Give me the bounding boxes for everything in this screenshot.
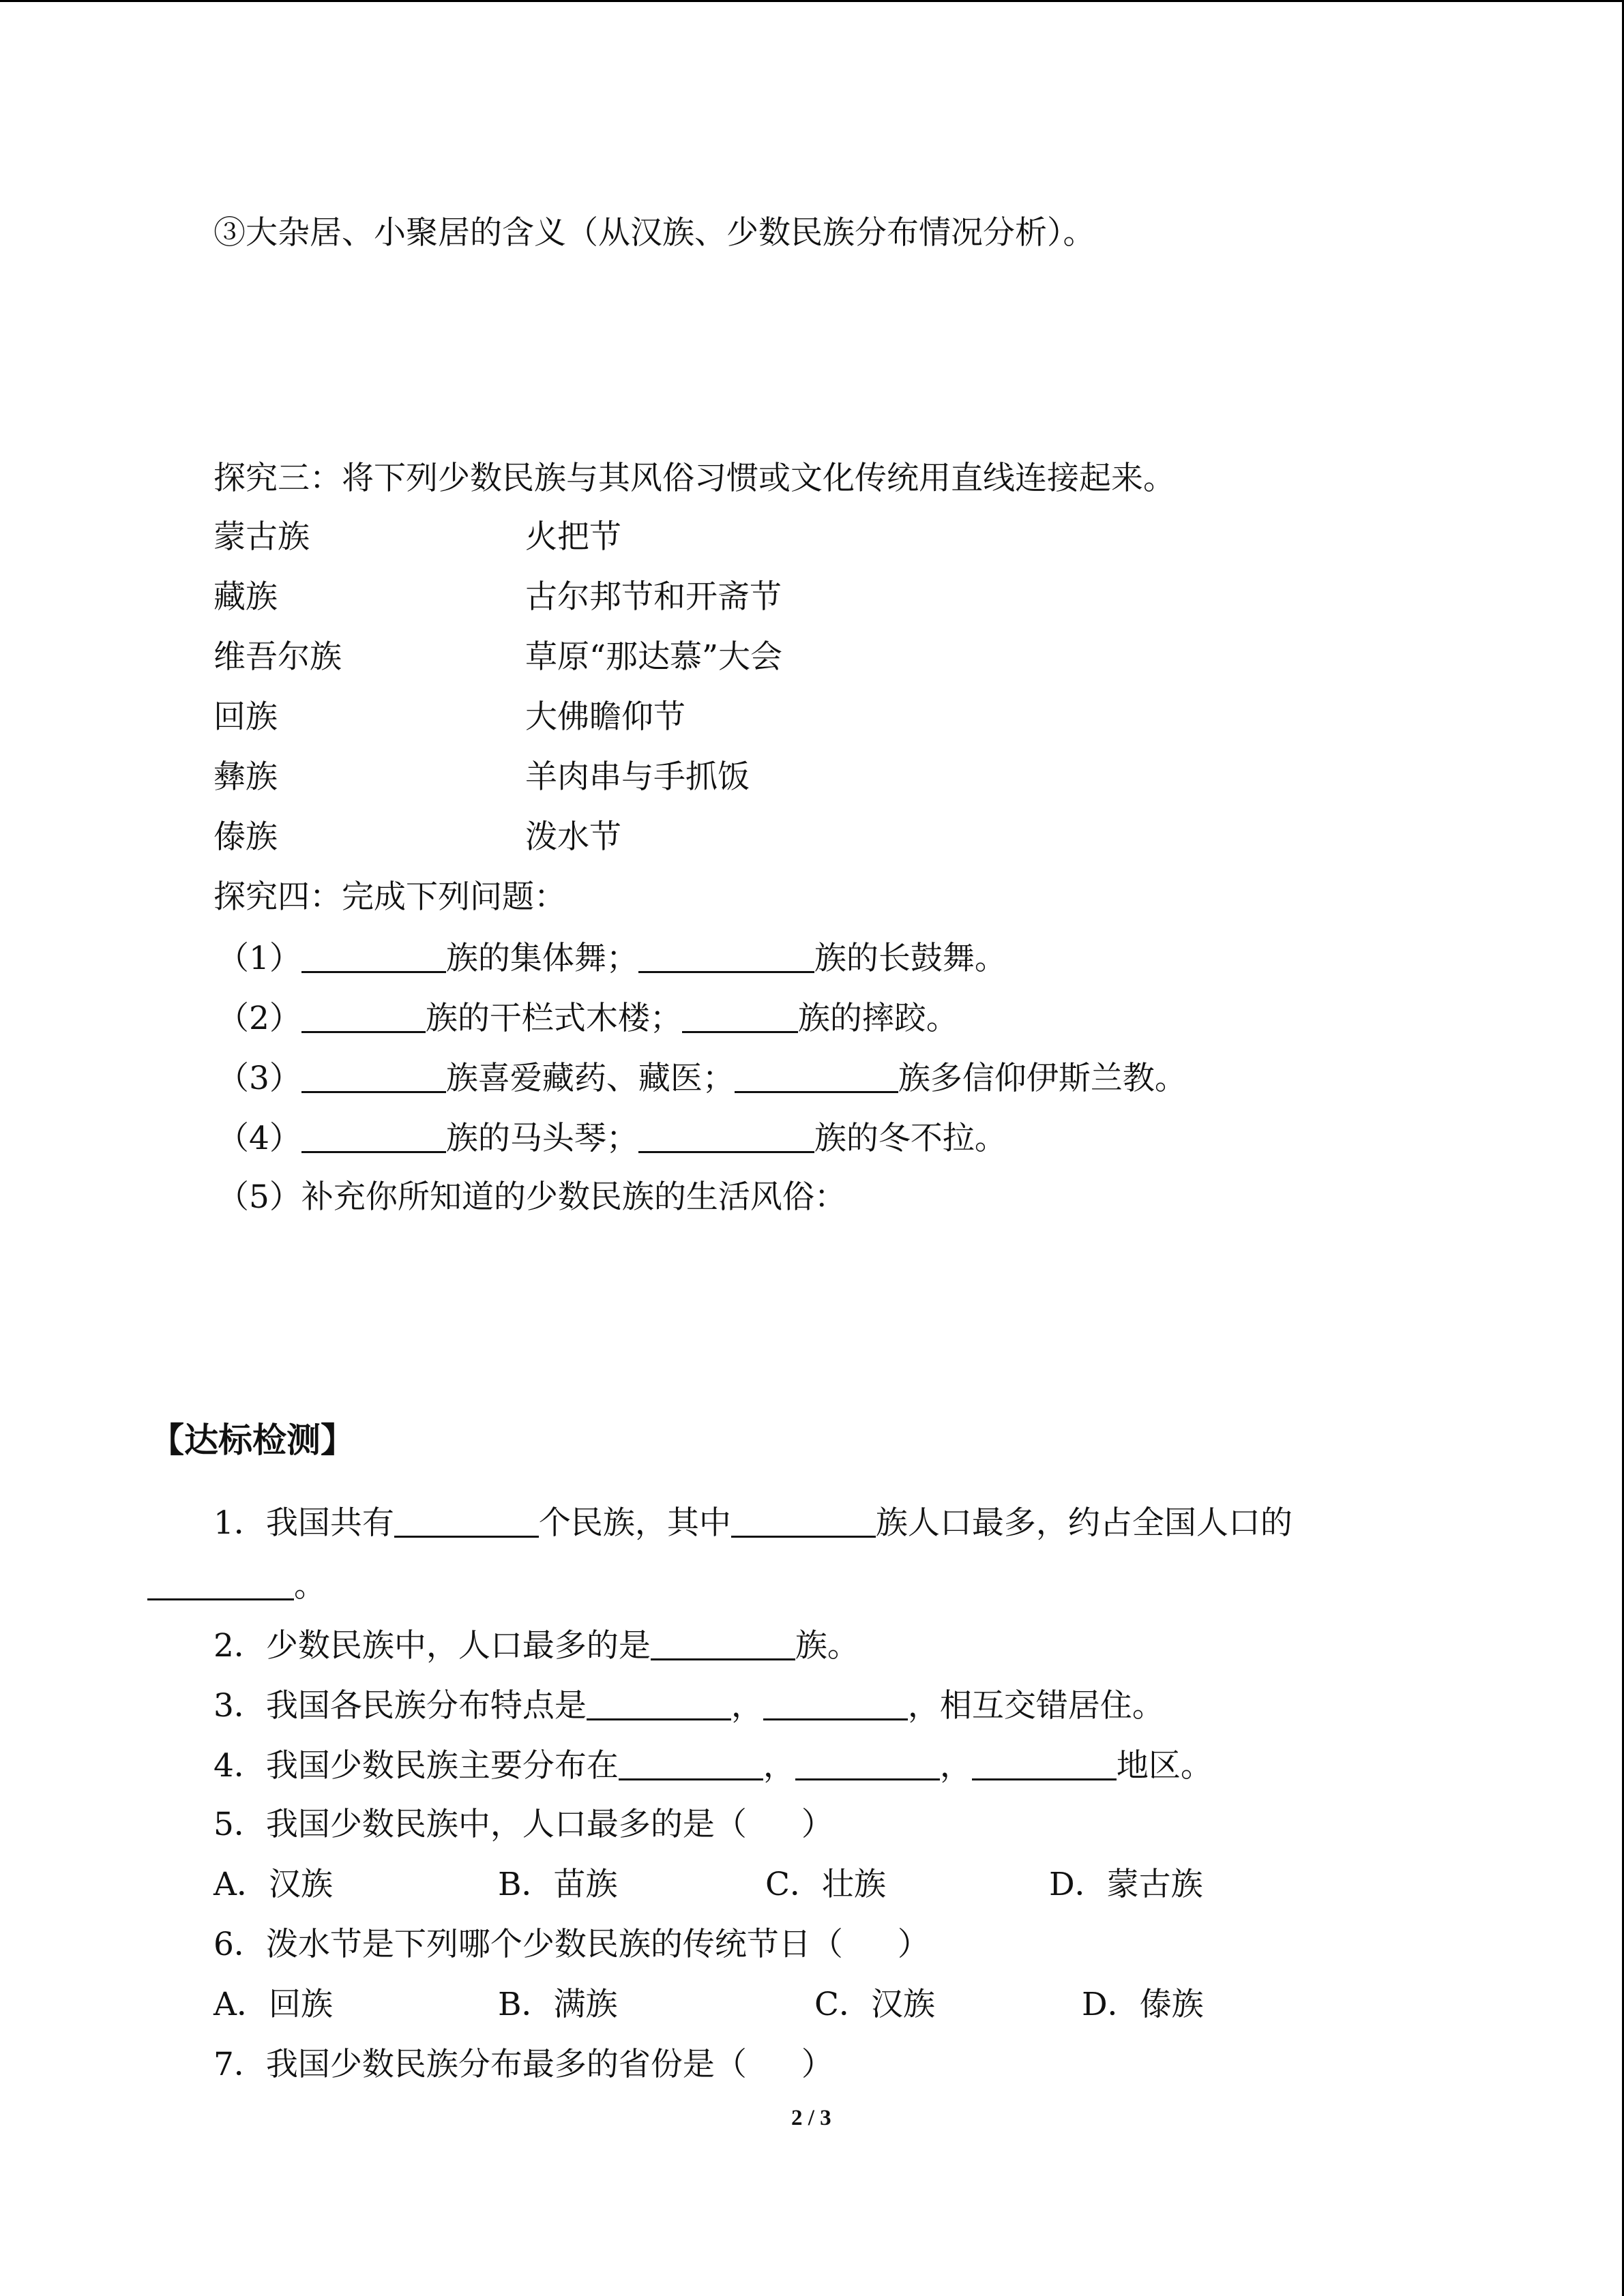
- answer-blank[interactable]: [638, 1121, 814, 1153]
- answer-blank[interactable]: [147, 1568, 294, 1600]
- test-q5-stem: 5．我国少数民族中，人口最多的是（ ）: [213, 1806, 833, 1843]
- explore4-q5: （5）补充你所知道的少数民族的生活风俗：: [217, 1178, 846, 1216]
- answer-blank[interactable]: [619, 1748, 763, 1780]
- answer-blank[interactable]: [651, 1628, 795, 1660]
- answer-blank[interactable]: [394, 1506, 539, 1538]
- test-q3: 3．我国各民族分布特点是 ， ，相互交错居住。: [213, 1687, 1164, 1725]
- matching-left-item: 回族: [213, 698, 278, 736]
- option-a[interactable]: A．回族: [213, 1986, 333, 2023]
- answer-blank[interactable]: [301, 941, 446, 973]
- answer-blank[interactable]: [972, 1748, 1117, 1780]
- matching-left-item: 彝族: [213, 758, 278, 796]
- matching-left-item: 傣族: [213, 818, 278, 856]
- test-q7-stem: 7．我国少数民族分布最多的省份是（ ）: [213, 2046, 833, 2083]
- page-number: 2 / 3: [791, 2106, 831, 2130]
- matching-left-item: 维吾尔族: [213, 638, 342, 676]
- option-c[interactable]: C．汉族: [814, 1986, 935, 2023]
- matching-right-item: 草原“那达慕”大会: [525, 638, 783, 676]
- matching-left-item: 蒙古族: [213, 518, 310, 556]
- option-a[interactable]: A．汉族: [213, 1866, 333, 1903]
- option-c[interactable]: C．壮族: [765, 1866, 886, 1903]
- test-q2: 2．少数民族中，人口最多的是 族。: [213, 1627, 859, 1665]
- matching-right-item: 古尔邦节和开斋节: [525, 578, 782, 616]
- answer-blank[interactable]: [638, 941, 814, 973]
- explore3-intro: 探究三：将下列少数民族与其风俗习惯或文化传统用直线连接起来。: [213, 460, 1175, 497]
- option-b[interactable]: B．满族: [498, 1986, 618, 2023]
- option-d[interactable]: D．蒙古族: [1049, 1866, 1203, 1903]
- matching-left-item: 藏族: [213, 578, 278, 616]
- test-q1: 1．我国共有 个民族，其中 族人口最多，约占全国人口的: [213, 1504, 1293, 1542]
- explore4-q4: （4） 族的马头琴； 族的冬不拉。: [217, 1120, 1007, 1157]
- explore4-q3: （3） 族喜爱藏药、藏医； 族多信仰伊斯兰教。: [217, 1060, 1187, 1097]
- answer-blank[interactable]: [795, 1748, 940, 1780]
- test-q6-stem: 6．泼水节是下列哪个少数民族的传统节日（ ）: [213, 1926, 930, 1963]
- option-d[interactable]: D．傣族: [1082, 1986, 1204, 2023]
- matching-right-item: 火把节: [525, 518, 621, 556]
- explore4-q2: （2） 族的干栏式木楼； 族的摔跤。: [217, 1000, 958, 1037]
- matching-right-item: 大佛瞻仰节: [525, 698, 685, 736]
- matching-right-item: 泼水节: [525, 818, 621, 856]
- answer-blank[interactable]: [763, 1688, 908, 1720]
- answer-blank[interactable]: [301, 1061, 446, 1093]
- answer-blank[interactable]: [735, 1061, 898, 1093]
- answer-blank[interactable]: [301, 1121, 446, 1153]
- matching-right-item: 羊肉串与手抓饭: [525, 758, 750, 796]
- section-heading: 【达标检测】: [150, 1420, 355, 1460]
- test-q1-continued: 。: [147, 1568, 326, 1602]
- explore4-q1: （1） 族的集体舞； 族的长鼓舞。: [217, 940, 1007, 977]
- test-q4: 4．我国少数民族主要分布在 ， ， 地区。: [213, 1747, 1213, 1785]
- q3-meaning-line: ③大杂居、小聚居的含义（从汉族、少数民族分布情况分析）。: [213, 214, 1095, 252]
- option-b[interactable]: B．苗族: [498, 1866, 618, 1903]
- answer-blank[interactable]: [682, 1001, 798, 1033]
- answer-blank[interactable]: [587, 1688, 731, 1720]
- explore4-intro: 探究四：完成下列问题：: [213, 878, 566, 916]
- answer-blank[interactable]: [301, 1001, 426, 1033]
- answer-blank[interactable]: [731, 1506, 876, 1538]
